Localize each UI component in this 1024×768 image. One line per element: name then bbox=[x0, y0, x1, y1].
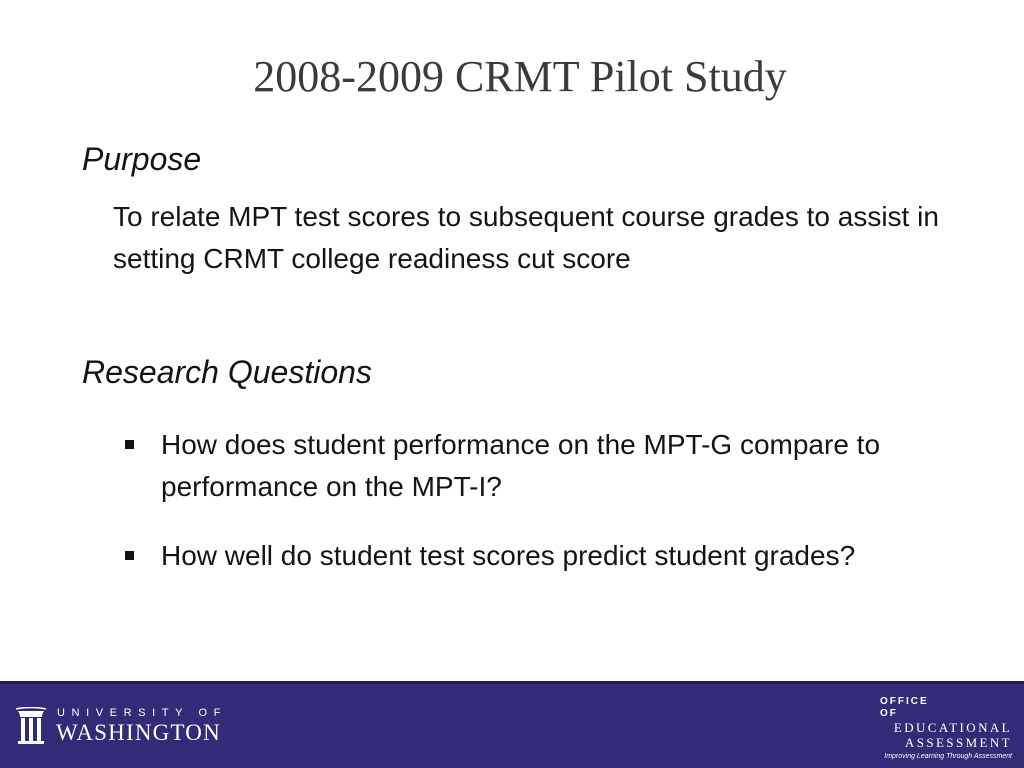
office-of-educational-assessment-logo bbox=[862, 696, 1012, 758]
research-questions-list bbox=[124, 424, 944, 604]
uw-wordmark-top: UNIVERSITY OF bbox=[57, 707, 227, 719]
oea-line-assessment: ASSESSMENT bbox=[904, 735, 1012, 750]
square-bullet-icon bbox=[125, 551, 134, 560]
uw-wordmark-main: WASHINGTON bbox=[56, 720, 221, 745]
square-bullet-icon bbox=[125, 440, 134, 449]
oea-tagline: Improving Learning Through Assessment bbox=[884, 753, 1012, 760]
research-question-item bbox=[124, 535, 944, 577]
uw-emblem-icon bbox=[14, 707, 48, 746]
oea-line-educational: EDUCATIONAL bbox=[893, 720, 1012, 735]
footer-bar bbox=[0, 681, 1024, 768]
purpose-text: To relate MPT test scores to subsequent course grades to assist in setting CRMT college readiness cut score bbox=[113, 201, 939, 274]
research-question-text: How well do student test scores predict student grades? bbox=[161, 540, 856, 571]
university-of-washington-logo bbox=[14, 706, 239, 746]
research-question-text: How does student performance on the MPT-G compare to performance on the MPT-I? bbox=[161, 429, 881, 502]
oea-line-office-of: OFFICE OF bbox=[880, 696, 929, 719]
slide-title: 2008-2009 CRMT Pilot Study bbox=[253, 52, 787, 101]
research-questions-heading: Research Questions bbox=[82, 354, 372, 390]
research-question-item bbox=[124, 424, 944, 508]
purpose-heading: Purpose bbox=[82, 141, 202, 177]
